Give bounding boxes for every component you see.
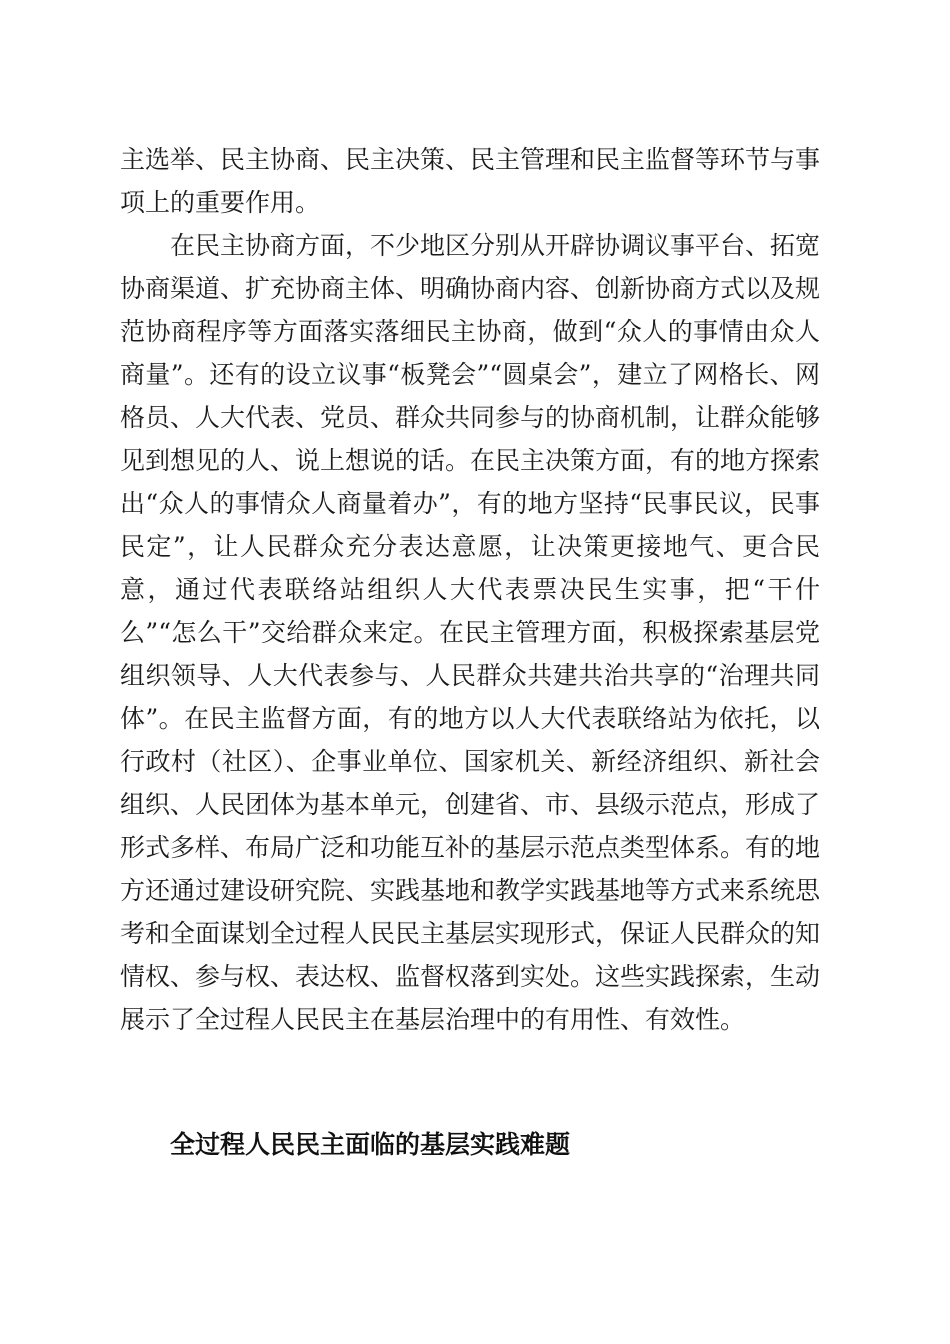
- paragraph-democratic-practice: 在民主协商方面，不少地区分别从开辟协调议事平台、拓宽协商渠道、扩充协商主体、明确协商内容、创新协商方式以及规范协商程序等方面落实落细民主协商，做到“众人的事情由众人商量”。还有的设立议事“板凳会”“圆桌会”，建立了网格长、网格员、人大代表、党员、群众共同参与的协商机制，让群众能够见到想见的人、说上想说的话。在民主决策方面，有的地方探索出“众人的事情众人商量着办”，有的地方坚持“民事民议，民事民定”，让人民群众充分表达意愿，让决策更接地气、更合民意，通过代表联络站组织人大代表票决民生实事，把“干什么”“怎么干”交给群众来定。在民主管理方面，积极探索基层党组织领导、人大代表参与、人民群众共建共治共享的“治理共同体”。在民主监督方面，有的地方以人大代表联络站为依托，以行政村（社区）、企事业单位、国家机关、新经济组织、新社会组织、人民团体为基本单元，创建省、市、县级示范点，形成了形式多样、布局广泛和功能互补的基层示范点类型体系。有的地方还通过建设研究院、实践基地和教学实践基地等方式来系统思考和全面谋划全过程人民民主基层实现形式，保证人民群众的知情权、参与权、表达权、监督权落到实处。这些实践探索，生动展示了全过程人民民主在基层治理中的有用性、有效性。: [120, 231, 821, 1034]
- paragraph-continuation: 主选举、民主协商、民主决策、民主管理和民主监督等环节与事项上的重要作用。: [120, 145, 821, 217]
- section-heading: 全过程人民民主面临的基层实践难题: [170, 1130, 571, 1159]
